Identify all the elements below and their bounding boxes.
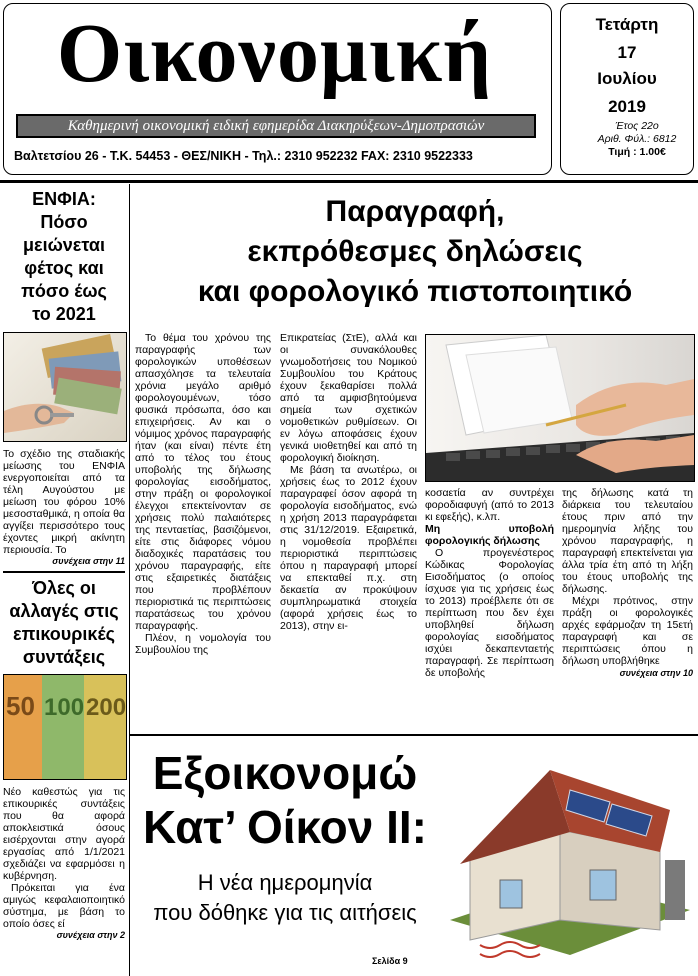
headline-line: μειώνεται [23,235,105,255]
euro-notes-photo [3,674,127,780]
svg-text:50: 50 [6,691,35,721]
headline-line: φέτος και [24,258,104,278]
page-reference: Σελίδα 9 [372,956,408,966]
article-paragraph: Το θέμα του χρόνου της παραγραφής των φορολογικών υποθέσεων απασχόλησε τα τελευταία χρόνια μεγάλο αριθμό φορολογουμένων, τόσο φυσικά πρόσωπα, όσο και επιχειρήσεις. Αν και ο νόμιμος χρόνος παραγραφής ήταν (και είναι) πέντε έτη από το τέλος του έτους υποβολής της δήλωσης φορολογίας εισοδήματος, στην πράξη οι φορολογικοί έλεγχοι επεκτείνονταν σε χρήσεις πολύ παλαιότερες της πενταετίας, βασιζόμενοι, είτε στις διάφορες νόμου διαδοχικές παρατάσεις του χρόνου παραγραφής, είτε στις εξαιρετικές διατάξεις που προβλέπουν περιοριστικά τις περιπτώσεις παρατάσεως του χρόνου παραγραφής. [135,332,271,632]
price: Τιμή : 1.00€ [608,146,666,158]
enfia-body: Το σχέδιο της σταδιακής μείωσης του ΕΝΦΙΑ ενεργοποιείται από τα τέλη Αυγούστου με μείωση του φόρου 10% μεσοσταθμικά, η οποία θα αγγίξει περισσότερο τους έχοντες μικρή ακίνητη περιουσία. Το [3,448,125,556]
keyboard-photo [425,334,695,482]
headline-line: συντάξεις [22,647,106,667]
volume: Έτος 22ο [615,120,659,132]
article-column-1 [135,332,271,656]
pensions-body: Νέο καθεστώς για τις επικουρικές συντάξεις που θα αφορά αποκλειστικά όσους εισέρχονται στην αγορά εργασίας από 1/1/2021 σχεδιάζει να εφαρμόσει η κυβέρνηση. [3,786,125,882]
column-divider [129,184,130,976]
story-rule [3,571,125,573]
article-column-2 [280,332,417,632]
article-paragraph: Μέχρι πρότινος, στην πράξη οι φορολογικές αρχές εφάρμοζαν τη 15ετή παραγραφή και σε περιπτώσεις όπου η δήλωση υποβλήθηκε [562,595,693,667]
tagline: Καθημερινή οικονομική ειδική εφημερίδα Διακηρύξεων-Δημοπρασιών [16,114,536,138]
year: 2019 [608,97,646,116]
house-photo [440,740,694,972]
money-keys-photo [3,332,127,442]
left-column [3,188,125,940]
svg-text:200: 200 [86,694,126,721]
subheadline-line: που δόθηκε για τις αιτήσεις [153,900,417,925]
exoikonomo-subheadline [135,868,435,928]
article-paragraph: Ο προγενέστερος Κώδικας Φορολογίας Εισοδήματος (ο οποίος ίσχυσε για τις χρήσεις έως το 2013) προέβλεπε ότι σε περίπτωση που δεν έχει υποβληθεί δήλωση φορολογίας εισοδήματος ισχύει δεκαπενταετής παραγραφή. Σε περίπτωση δε υποβολής [425,547,554,679]
headline-line: Όλες οι [32,578,96,598]
headline-line: επικουρικές [13,624,115,644]
headline-line: πόσο έως [21,281,107,301]
article-paragraph: της δήλωσης κατά τη διάρκεια του τελευταίου έτους πριν από την ημερομηνία λήξης του χρόνου παραγραφής, η παραγραφή επεκτείνεται για άλλα τρία έτη από τη λήξη του έτους υποβολής της δήλωσης. [562,487,693,595]
issue-number: Αριθ. Φύλ.: 6812 [597,133,677,145]
article-paragraph: κοσαετία αν συντρέχει φοροδιαφυγή (από το 2013 κι εφεξής), κ.λπ. [425,487,554,523]
section-rule [130,734,698,736]
headline-line: εκπρόθεσμες δηλώσεις [247,235,583,268]
headline-line: ΕΝΦΙΑ: [32,189,96,209]
subheadline-line: Η νέα ημερομηνία [197,870,373,895]
article-column-3 [425,487,554,679]
svg-text:100: 100 [44,694,85,721]
money-keys-illustration [4,333,126,441]
newspaper-title: Οικονομική [56,7,493,100]
headline-line: Πόσο [40,212,88,232]
house-illustration [440,740,694,972]
article-column-4 [562,487,693,679]
article-paragraph: Με βάση τα ανωτέρω, οι χρήσεις έως το 2012 έχουν παραγραφεί όσον αφορά τη φορολογία εισοδήματος, ενώ η χρήση 2013 παραγράφεται στις 31/12/2019. Εξαιρετικά, η νομοθεσία προβλέπει περιοριστικά περιπτώσεις όπου η παραγραφή μπορεί να επεκταθεί π.χ. στη δεκαετία αν προκύψουν συμπληρωματικά στοιχεία (αφορά χρήσεις έως το 2013), στην ει- [280,464,417,632]
day: 17 [617,43,637,62]
headline-line: Εξοικονομώ [152,747,418,799]
pensions-continue: συνέχεια στην 2 [56,930,125,940]
weekday: Τετάρτη [595,15,659,34]
headline-line: Παραγραφή, [325,195,505,228]
enfia-headline [3,188,125,326]
article-continue: συνέχεια στην 10 [619,668,693,678]
main-headline [135,192,695,312]
euro-notes-illustration [4,675,126,779]
masthead-rule [0,180,698,183]
article-paragraph: Επικρατείας (ΣτΕ), αλλά και οι συνακόλουθες γνωμοδοτήσεις του Νομικού Συμβουλίου του Κράτους έχουν ξεκαθαρίσει πολλά από τα αμφισβητούμενα σημεία των σχετικών νομοθετικών ρυθμίσεων. Οι εν λόγω αποφάσεις έχουν γενικά υιοθετηθεί και από τη φορολογική διοίκηση. [280,332,417,464]
headline-line: Κατ’ Οίκον ΙΙ: [142,801,428,853]
keyboard-illustration [426,335,694,481]
article-paragraph: Πλέον, η νομολογία του Συμβουλίου της [135,632,271,656]
address-line: Βαλτετσίου 26 - Τ.Κ. 54453 - ΘΕΣ/ΝΙΚΗ - Τηλ.: 2310 952232 FAX: 2310 9522333 [14,149,473,163]
article-subhead: Μη υποβολή φορολογικής δήλωσης [425,523,554,547]
pensions-headline [3,577,125,669]
enfia-continue: συνέχεια στην 11 [52,556,125,566]
pensions-body-2: Πρόκειται για ένα αμιγώς κεφαλαιοποιητικό σύστημα, με βάση το οποίο όσες εί [3,882,125,930]
month: Ιουλίου [597,69,657,88]
headline-line: αλλαγές στις [9,601,119,621]
date-box [560,3,694,175]
exoikonomo-headline [135,746,435,854]
headline-line: το 2021 [32,304,96,324]
headline-line: και φορολογικό πιστοποιητικό [197,275,633,308]
